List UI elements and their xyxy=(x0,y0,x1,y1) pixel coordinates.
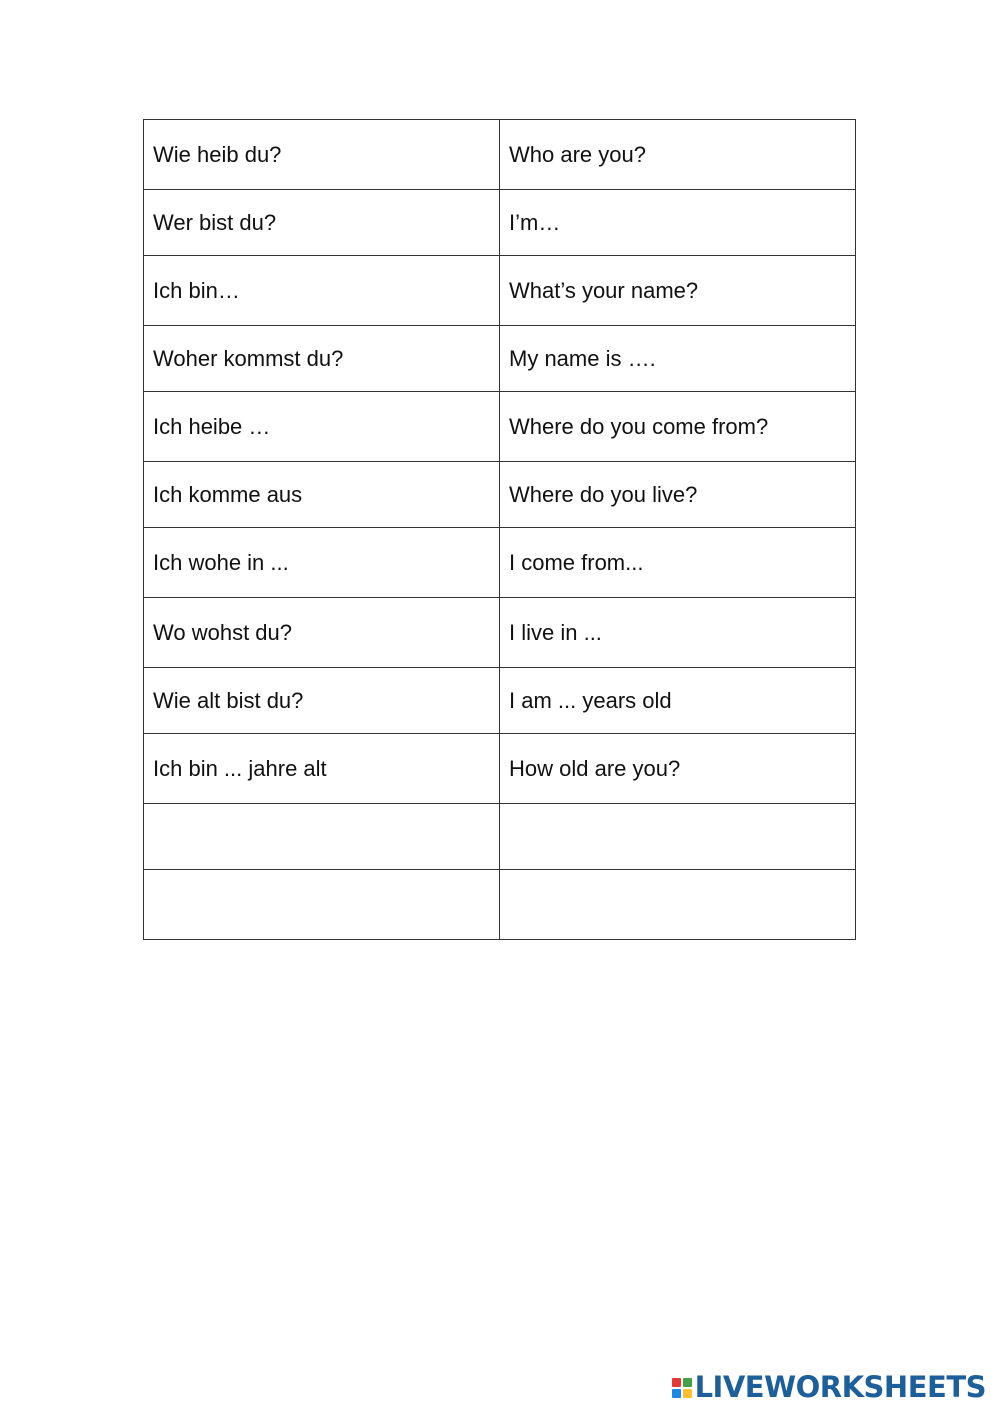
german-phrase-cell: Wer bist du? xyxy=(144,190,500,256)
table-row xyxy=(144,804,856,870)
english-phrase-cell: Where do you live? xyxy=(500,462,856,528)
english-phrase-cell: How old are you? xyxy=(500,734,856,804)
german-phrase-cell: Ich komme aus xyxy=(144,462,500,528)
table-row xyxy=(144,870,856,940)
english-phrase-cell: I live in ... xyxy=(500,598,856,668)
english-phrase-cell: Where do you come from? xyxy=(500,392,856,462)
liveworksheets-logo-icon xyxy=(672,1378,692,1398)
german-phrase-cell: Wo wohst du? xyxy=(144,598,500,668)
table-row xyxy=(144,598,856,668)
german-phrase-cell: Ich bin ... jahre alt xyxy=(144,734,500,804)
table-row xyxy=(144,528,856,598)
logo-square-green xyxy=(683,1378,692,1387)
english-phrase-cell: I come from... xyxy=(500,528,856,598)
table-row xyxy=(144,392,856,462)
table-row xyxy=(144,190,856,256)
table-row xyxy=(144,734,856,804)
blank-answer-cell xyxy=(144,804,500,870)
brand-wordmark: LIVEWORKSHEETS xyxy=(694,1370,986,1404)
table-row xyxy=(144,256,856,326)
blank-answer-cell xyxy=(500,804,856,870)
german-phrase-cell: Woher kommst du? xyxy=(144,326,500,392)
german-phrase-cell: Ich bin… xyxy=(144,256,500,326)
english-phrase-cell: Who are you? xyxy=(500,120,856,190)
logo-square-red xyxy=(672,1378,681,1387)
blank-answer-cell xyxy=(144,870,500,940)
table-row xyxy=(144,120,856,190)
vocabulary-table xyxy=(143,119,856,940)
logo-square-blue xyxy=(672,1389,681,1398)
table-row xyxy=(144,462,856,528)
table-row xyxy=(144,668,856,734)
german-phrase-cell: Wie heib du? xyxy=(144,120,500,190)
german-phrase-cell: Ich wohe in ... xyxy=(144,528,500,598)
english-phrase-cell: I’m… xyxy=(500,190,856,256)
liveworksheets-brand xyxy=(672,1370,986,1404)
german-phrase-cell: Ich heibe … xyxy=(144,392,500,462)
english-phrase-cell: What’s your name? xyxy=(500,256,856,326)
english-phrase-cell: I am ... years old xyxy=(500,668,856,734)
table-row xyxy=(144,326,856,392)
english-phrase-cell: My name is …. xyxy=(500,326,856,392)
blank-answer-cell xyxy=(500,870,856,940)
logo-square-yellow xyxy=(683,1389,692,1398)
german-phrase-cell: Wie alt bist du? xyxy=(144,668,500,734)
